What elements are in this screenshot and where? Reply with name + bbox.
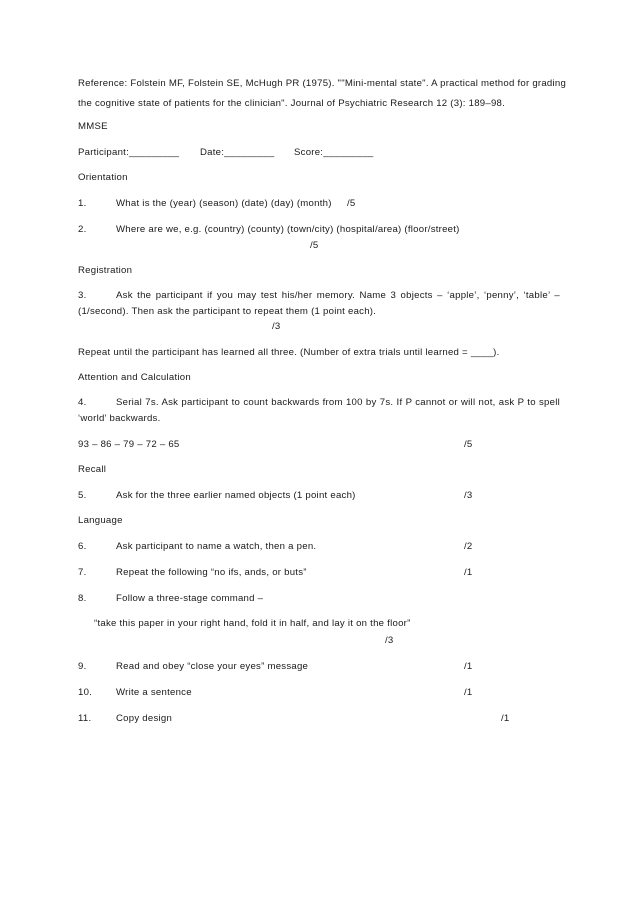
item-7-text: Repeat the following “no ifs, ands, or buts”	[116, 567, 307, 578]
item-3-text-line-2: (1/second). Then ask the participant to repeat them (1 point each).	[78, 306, 377, 317]
item-1-number: 1.	[78, 198, 87, 209]
item-5-number: 5.	[78, 490, 87, 501]
item-2-number: 2.	[78, 224, 87, 235]
item-1-text: What is the (year) (season) (date) (day) (month)	[116, 198, 332, 209]
item-9-number: 9.	[78, 661, 87, 672]
item-9-score: /1	[464, 661, 473, 672]
section-attention-calculation: Attention and Calculation	[78, 372, 191, 383]
reference-line-2: the cognitive state of patients for the clinician". Journal of Psychiatric Research 12 (3): 189–98.	[78, 98, 506, 109]
item-8-number: 8.	[78, 593, 87, 604]
item-7-number: 7.	[78, 567, 87, 578]
score-field: Score:_________	[294, 147, 374, 158]
item-6-number: 6.	[78, 541, 87, 552]
item-4-text-line-2: ‘world’ backwards.	[78, 413, 161, 424]
item-9-text: Read and obey “close your eyes” message	[116, 661, 309, 672]
item-7-score: /1	[464, 567, 473, 578]
section-registration: Registration	[78, 265, 133, 276]
item-11-text: Copy design	[116, 713, 173, 724]
item-5-text: Ask for the three earlier named objects (1 point each)	[116, 490, 356, 501]
item-6-score: /2	[464, 541, 473, 552]
item-11-number: 11.	[78, 713, 92, 724]
item-6-text: Ask participant to name a watch, then a pen.	[116, 541, 317, 552]
item-10-text: Write a sentence	[116, 687, 192, 698]
item-1-score: /5	[347, 198, 356, 209]
document-title: MMSE	[78, 121, 108, 132]
item-2-score: /5	[310, 240, 319, 251]
item-8-command: “take this paper in your right hand, fold it in half, and lay it on the floor”	[94, 618, 411, 629]
serial-sevens-sequence: 93 – 86 – 79 – 72 – 65	[78, 439, 180, 450]
item-3-number: 3.	[78, 290, 87, 301]
item-2-text: Where are we, e.g. (country) (county) (town/city) (hospital/area) (floor/street)	[116, 224, 460, 235]
registration-repeat-note: Repeat until the participant has learned all three. (Number of extra trials until learned = ____).	[78, 347, 500, 358]
item-8-text: Follow a three-stage command –	[116, 593, 264, 604]
item-3-text-line-1: Ask the participant if you may test his/her memory. Name 3 objects – ‘apple’, ‘penny’, ‘table’ –	[116, 290, 560, 301]
item-5-score: /3	[464, 490, 473, 501]
item-11-score: /1	[501, 713, 510, 724]
item-4-text-line-1: Serial 7s. Ask participant to count backwards from 100 by 7s. If P cannot or will not, ask P to spell	[116, 397, 560, 408]
participant-field: Participant:_________	[78, 147, 180, 158]
date-field: Date:_________	[200, 147, 275, 158]
item-10-score: /1	[464, 687, 473, 698]
section-language: Language	[78, 515, 123, 526]
item-8-score: /3	[385, 635, 394, 646]
item-4-score: /5	[464, 439, 473, 450]
item-3-score: /3	[272, 321, 281, 332]
item-10-number: 10.	[78, 687, 93, 698]
reference-line-1: Reference: Folstein MF, Folstein SE, McHugh PR (1975). ""Mini-mental state". A practical method for grading	[78, 78, 567, 89]
item-4-number: 4.	[78, 397, 87, 408]
section-recall: Recall	[78, 464, 107, 475]
section-orientation: Orientation	[78, 172, 128, 183]
